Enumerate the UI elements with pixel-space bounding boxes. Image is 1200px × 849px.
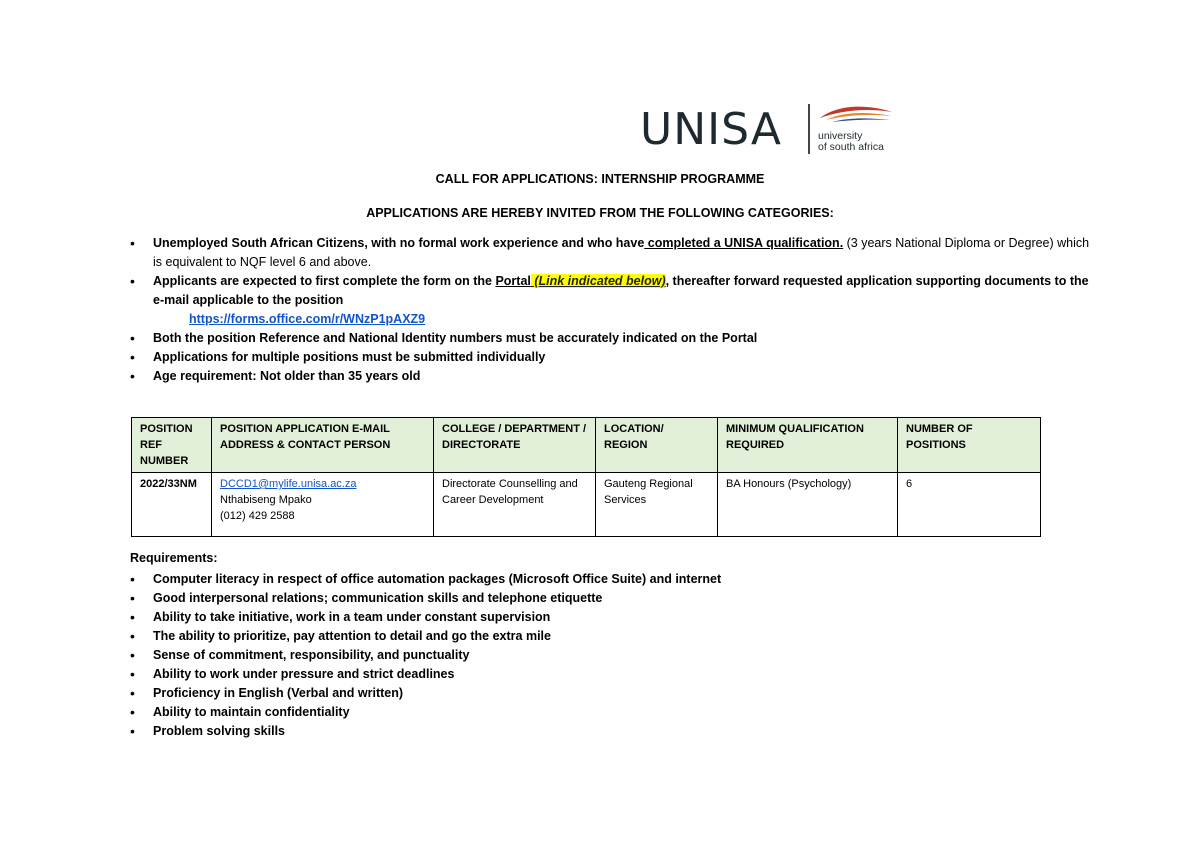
list-item: • The ability to prioritize, pay attention to detail and go the extra mile bbox=[130, 627, 1090, 646]
requirements-list bbox=[130, 570, 1090, 741]
list-item: • Sense of commitment, responsibility, and punctuality bbox=[130, 646, 1090, 665]
cell-ref: 2022/33NM bbox=[132, 473, 212, 537]
item-underlined-text: completed a UNISA qualification. bbox=[644, 236, 844, 250]
header-positions: NUMBER OF POSITIONS bbox=[898, 418, 1041, 473]
cell-qualification: BA Honours (Psychology) bbox=[718, 473, 898, 537]
email-link[interactable]: DCCD1@mylife.unisa.ac.za bbox=[220, 478, 357, 490]
portal-link[interactable]: Portal bbox=[495, 274, 531, 288]
positions-table bbox=[131, 417, 1041, 537]
item-text: , thereafter forward requested application supporting documents to the e-mail applicable to the position bbox=[153, 274, 1089, 307]
list-item: • Ability to maintain confidentiality bbox=[130, 703, 1090, 722]
list-item bbox=[130, 234, 1090, 272]
item-text: (3 years National Diploma or Degree) which is equivalent to NQF level 6 and above. bbox=[153, 236, 1090, 269]
form-link[interactable]: https://forms.office.com/r/WNzP1pAXZ9 bbox=[189, 312, 426, 326]
list-item: • Applications for multiple positions must be submitted individually bbox=[130, 348, 1090, 367]
header-email-contact: POSITION APPLICATION E-MAIL ADDRESS & CONTACT PERSON bbox=[212, 418, 434, 473]
requirements-title: Requirements: bbox=[130, 551, 218, 565]
highlighted-text: (Link indicated below) bbox=[530, 274, 666, 288]
cell-location: Gauteng Regional Services bbox=[596, 473, 718, 537]
unisa-logo bbox=[640, 100, 910, 160]
logo-subtitle-line1: university bbox=[818, 130, 863, 142]
list-item: • Good interpersonal relations; communication skills and telephone etiquette bbox=[130, 589, 1090, 608]
logo-subtitle-line2: of south africa bbox=[818, 141, 884, 153]
item-text: Unemployed South African Citizens, with no formal work experience and who have bbox=[153, 236, 645, 250]
list-item: • Proficiency in English (Verbal and written) bbox=[130, 684, 1090, 703]
list-item: • Both the position Reference and National Identity numbers must be accurately indicated on the Portal bbox=[130, 329, 1090, 348]
item-text: Age requirement: Not older than 35 years old bbox=[153, 369, 421, 383]
logo-subtitle bbox=[818, 131, 898, 153]
contact-phone: (012) 429 2588 bbox=[220, 510, 295, 522]
cell-email-contact bbox=[212, 473, 434, 537]
list-item bbox=[130, 272, 1090, 310]
list-item: • Ability to take initiative, work in a team under constant supervision bbox=[130, 608, 1090, 627]
table-row bbox=[132, 473, 1041, 537]
cell-positions: 6 bbox=[898, 473, 1041, 537]
header-department: COLLEGE / DEPARTMENT / DIRECTORATE bbox=[434, 418, 596, 473]
list-item: • Computer literacy in respect of office automation packages (Microsoft Office Suite) and internet bbox=[130, 570, 1090, 589]
table-header-row bbox=[132, 418, 1041, 473]
cell-department: Directorate Counselling and Career Development bbox=[434, 473, 596, 537]
contact-name: Nthabiseng Mpako bbox=[220, 494, 312, 506]
categories-list bbox=[130, 234, 1090, 386]
list-item: • Problem solving skills bbox=[130, 722, 1090, 741]
list-item: • Ability to work under pressure and strict deadlines bbox=[130, 665, 1090, 684]
item-text: Applicants are expected to first complete the form on the bbox=[153, 274, 496, 288]
header-position-ref: POSITION REF NUMBER bbox=[132, 418, 212, 473]
logo-divider bbox=[808, 104, 810, 154]
logo-wordmark: UNISA bbox=[640, 104, 782, 155]
page-title: CALL FOR APPLICATIONS: INTERNSHIP PROGRAMME bbox=[435, 172, 765, 186]
swoosh-icon bbox=[816, 102, 896, 132]
page-subtitle: APPLICATIONS ARE HEREBY INVITED FROM THE FOLLOWING CATEGORIES: bbox=[366, 206, 834, 220]
header-location: LOCATION/ REGION bbox=[596, 418, 718, 473]
header-qualification: MINIMUM QUALIFICATION REQUIRED bbox=[718, 418, 898, 473]
list-item bbox=[130, 367, 1090, 386]
link-row bbox=[130, 310, 1090, 329]
